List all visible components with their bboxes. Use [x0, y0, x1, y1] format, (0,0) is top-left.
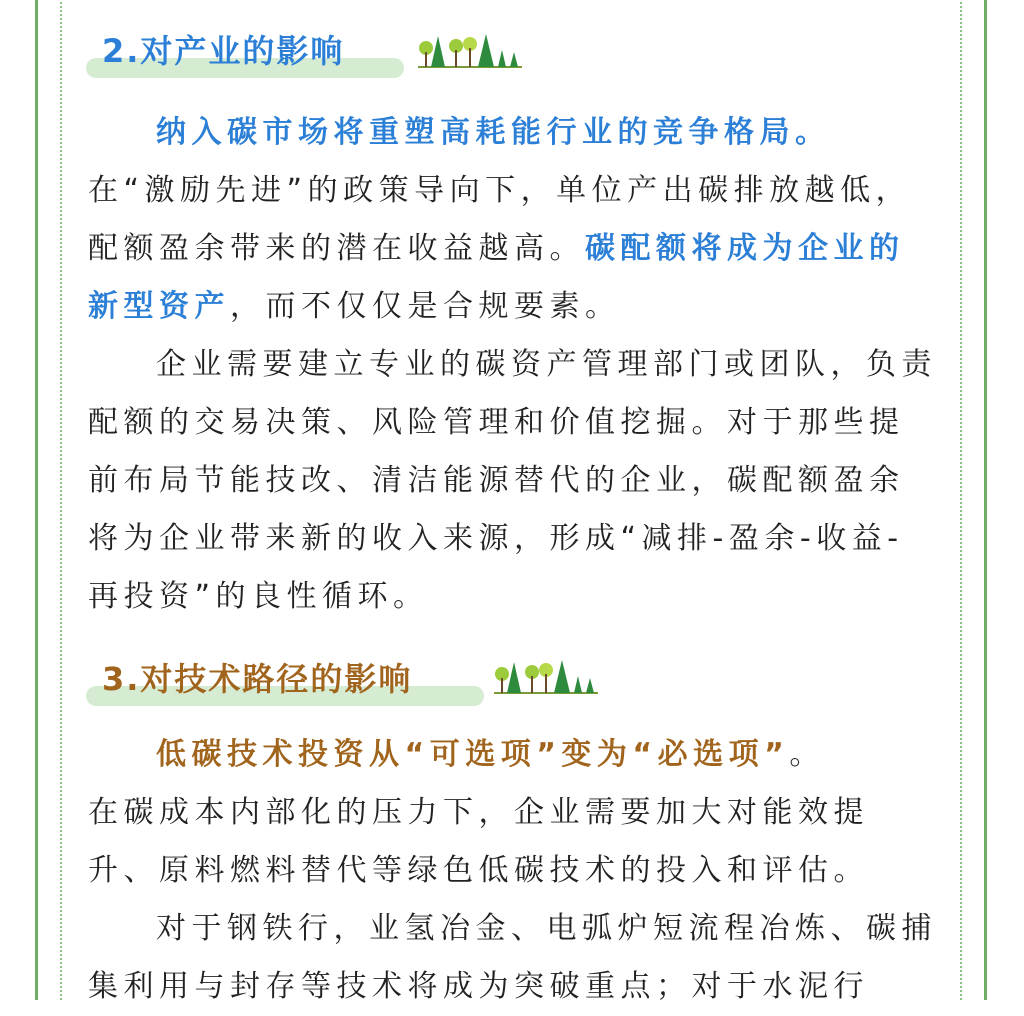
section-3-paragraph-1 [88, 784, 938, 900]
section-3-lead-text: 低碳技术投资从“可选项”变为“必选项” [156, 737, 790, 772]
section-3-lead [88, 726, 938, 784]
section-2-p1-text: 在“激励先进”的政策导向下，单位产出碳排放越低，配额盈余带来的潜在收益越高。 [88, 173, 912, 266]
section-2-p1-tail: ，而不仅仅是合规要素。 [230, 289, 621, 324]
section-3-p2-text: 对于钢铁行，业氢冶金、电弧炉短流程冶炼、碳捕集利用与封存等技术将成为突破重点；对于水泥行 [88, 911, 937, 1004]
section-2-lead-text: 纳入碳市场将重塑高耗能行业的竞争格局。 [156, 115, 831, 150]
section-2-title: 2.对产业的影响 [102, 32, 345, 70]
section-3-lead-end: 。 [789, 737, 825, 772]
section-3-heading [86, 650, 496, 710]
section-3-title: 3.对技术路径的影响 [102, 660, 413, 698]
section-2-p1-highlight: 碳配额将成为企业的新型资产 [88, 231, 905, 324]
section-3-paragraph-2 [88, 900, 938, 1016]
section-2-lead [88, 104, 938, 162]
trees-icon [418, 32, 522, 70]
section-2-paragraph-2 [88, 336, 938, 626]
section-2-heading [86, 22, 416, 82]
section-2-paragraph-1 [88, 162, 938, 336]
section-3-p1-text: 在碳成本内部化的压力下，企业需要加大对能效提升、原料燃料替代等绿色低碳技术的投入和评估。 [88, 795, 869, 888]
section-2-p2-text: 企业需要建立专业的碳资产管理部门或团队，负责配额的交易决策、风险管理和价值挖掘。对于那些提前布局节能技改、清洁能源替代的企业，碳配额盈余将为企业带来新的收入来源，形成“减排-盈余-收益-再投资”的良性循环。 [88, 347, 937, 614]
trees-icon [494, 658, 598, 696]
